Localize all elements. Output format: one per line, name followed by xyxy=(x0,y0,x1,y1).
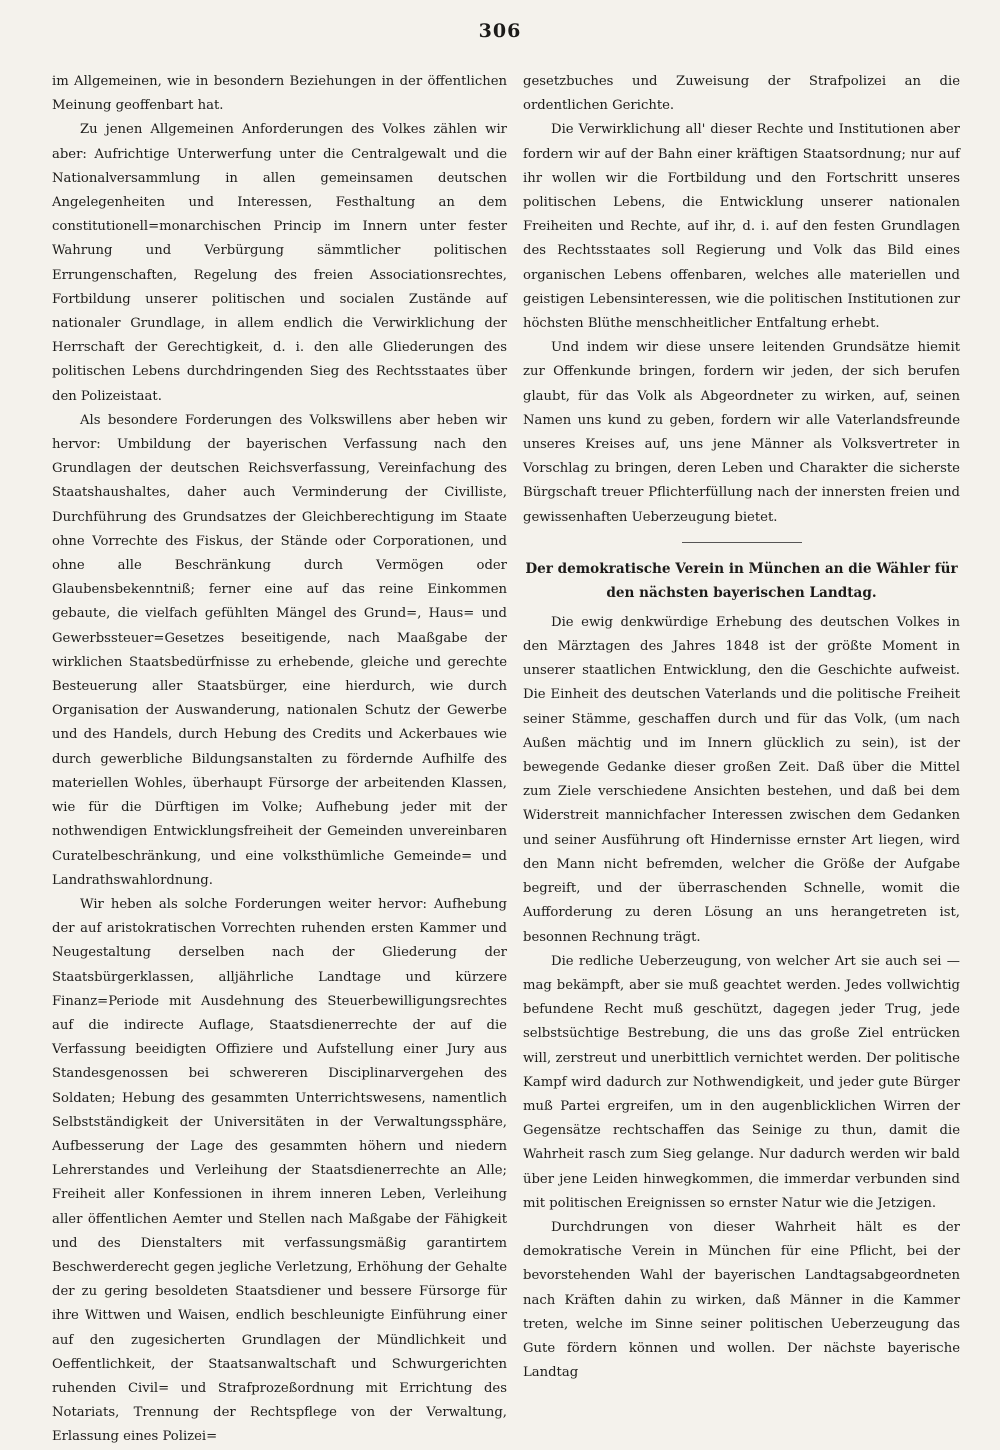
paragraph: Die Verwirklichung all' dieser Rechte und Institutionen aber fordern wir auf der Bahn einer kräftigen Staatsordnung; nur auf ihr wollen wir die Fortbildung und den Fortschritt unseres politischen Lebens, die Entwicklung unserer nationalen Freiheiten und Rechte, auf ihr, d. i. auf den festen Grundlagen des Rechtsstaates soll Regierung und Volk das Bild eines organischen Lebens offenbaren, welches alle materiellen und geistigen Lebensinteressen, wie die politischen Institutionen zur höchsten Blüthe menschheitlicher Entfaltung erhebt. xyxy=(523,122,960,332)
paragraph: Die ewig denkwürdige Erhebung des deutschen Volkes in den Märztagen des Jahres 1848 ist der größte Moment in unserer staatlichen Entwicklung, den die Geschichte aufweist. Die Einheit des deutschen Vaterlands und die politische Freiheit seiner Stämme, geschaffen durch und für das Volk, (um nach Außen mächtig und im Innern glücklich zu sein), ist der bewegende Gedanke dieser großen Zeit. Daß über die Mittel zum Ziele verschiedene Ansichten bestehen, und daß bei dem Widerstreit mannichfacher Interessen zwischen dem Gedanken und seiner Ausführung oft Hindernisse ernster Art liegen, wird den Mann nicht befremden, welcher die Größe der Aufgabe begreift, und der überraschenden Schnelle, womit die Aufforderung zu deren Lösung an uns herangetreten ist, besonnen Rechnung trägt. xyxy=(523,614,960,945)
paragraph: Und indem wir diese unsere leitenden Grundsätze hiemit zur Offenkunde bringen, fordern wir jeden, der sich berufen glaubt, für das Volk als Abgeordneter zu wirken, auf, seinen Namen uns kund zu geben, fordern wir alle Vaterlandsfreunde unseres Kreises auf, uns jene Männer als Volksvertreter in Vorschlag zu bringen, deren Leben und Charakter die sicherste Bürgschaft treuer Pflichterfüllung nach der innersten freien und gewissenhaften Ueberzeugung bietet. xyxy=(523,340,960,525)
left-column xyxy=(52,70,507,1450)
paragraph: gesetzbuches und Zuweisung der Strafpolizei an die ordentlichen Gerichte. xyxy=(523,74,960,114)
section-divider xyxy=(682,542,802,543)
paragraph: Wir heben als solche Forderungen weiter hervor: Aufhebung der auf aristokratischen Vorrechten ruhenden ersten Kammer und Neugestaltung derselben nach der Gliederung der Staatsbürgerklassen, alljährliche Landtage und kürzere Finanz=Periode mit Ausdehnung des Steuerbewilligungsrechtes auf die indirecte Auflage, Staatsdienerrechte der auf die Verfassung beeidigten Offiziere und Aufstellung einer Jury aus Standesgenossen bei schwereren Disciplinarvergehen des Soldaten; Hebung des gesammten Unterrichtswesens, namentlich Selbstständigkeit der Universitäten in der Verwaltungssphäre, Aufbesserung der Lage des gesammten höhern und niedern Lehrerstandes und Verleihung der Staatsdienerrechte an Alle; Freiheit aller Konfessionen in ihrem inneren Leben, Verleihung aller öffentlichen Aemter und Stellen nach Maßgabe der Fähigkeit und des Dienstalters mit verfassungsmäßig garantirtem Beschwerderecht gegen jegliche Verletzung, Erhöhung der Gehalte der zu gering besoldeten Staatsdiener und bessere Fürsorge für ihre Wittwen und Waisen, endlich beschleunigte Einführung einer auf den zugesicherten Grundlagen der Mündlichkeit und Oeffentlichkeit, der Staatsanwaltschaft und Schwurgerichten ruhenden Civil= und Strafprozeßordnung mit Errichtung des Notariats, Trennung der Rechtspflege von der Verwaltung, Erlassung eines Polizei= xyxy=(52,896,507,1445)
paragraph: Durchdrungen von dieser Wahrheit hält es der demokratische Verein in München für eine Pflicht, bei der bevorstehenden Wahl der bayerischen Landtagsabgeordneten nach Kräften dahin zu wirken, daß Männer in die Kammer treten, welche im Sinne seiner politischen Ueberzeugung das Gute fördern können und wollen. Der nächste bayerische Landtag xyxy=(523,1219,960,1381)
paragraph: Als besondere Forderungen des Volkswillens aber heben wir hervor: Umbildung der bayerischen Verfassung nach den Grundlagen der deutschen Reichsverfassung, Vereinfachung des Staatshaushaltes, daher auch Verminderung der Civilliste, Durchführung des Grundsatzes der Gleichberechtigung im Staate ohne Vorrechte des Fiskus, der Stände oder Corporationen, und ohne alle Beschränkung durch Vermögen oder Glaubensbekenntniß; ferner eine auf das reine Einkommen gebaute, die vielfach gefühlten Mängel des Grund=, Haus= und Gewerbssteuer=Gesetzes beseitigende, nach Maaßgabe der wirklichen Staatsbedürfnisse zu erhebende, gleiche und gerechte Besteuerung aller Staatsbürger, eine hierdurch, wie durch Organisation der Auswanderung, nationalen Schutz der Gewerbe und des Handels, durch Hebung des Credits und Ackerbaues wie durch gewerbliche Bildungsanstalten zu fördernde Aufhilfe des materiellen Wohles, überhaupt Fürsorge der arbeitenden Klassen, wie für die Dürftigen im Volke; Aufhebung jeder mit der nothwendigen Entwicklungsfreiheit der Gemeinden unvereinbaren Curatelbeschränkung, und eine volksthümliche Gemeinde= und Landrathswahlordnung. xyxy=(52,412,507,888)
article-heading: Der demokratische Verein in München an die Wähler für den nächsten bayerischen Landtag. xyxy=(525,560,958,601)
paragraph: Die redliche Ueberzeugung, von welcher Art sie auch sei — mag bekämpft, aber sie muß geachtet werden. Jedes vollwichtig befundene Recht muß geschützt, dagegen jeder Trug, jede selbstsüchtige Bestrebung, die uns das große Ziel entrücken will, zerstreut und unerbittlich vernichtet werden. Der politische Kampf wird dadurch zur Nothwendigkeit, und jeder gute Bürger muß Partei ergreifen, um in den augenblicklichen Wirren der Gegensätze rechtschaffen das Seinige zu thun, damit die Wahrheit rasch zum Sieg gelange. Nur dadurch werden wir bald über jene Leiden hinwegkommen, die immerdar verbunden sind mit politischen Ereignissen so ernster Natur wie die Jetzigen. xyxy=(523,953,960,1211)
page-number: 306 xyxy=(478,20,522,42)
right-column xyxy=(523,70,960,1385)
paragraph: Zu jenen Allgemeinen Anforderungen des Volkes zählen wir aber: Aufrichtige Unterwerfung unter die Centralgewalt und die Nationalversammlung in allen gemeinsamen deutschen Angelegenheiten und Interessen, Festhaltung an dem constitutionell=monarchischen Princip im Innern unter fester Wahrung und Verbürgung sämmtlicher politischen Errungenschaften, Regelung des freien Associationsrechtes, Fortbildung unserer politischen und socialen Zustände auf nationaler Grundlage, in allem endlich die Verwirklichung der Herrschaft der Gerechtigkeit, d. i. den alle Gliederungen des politischen Lebens durchdringenden Sieg des Rechtsstaates über den Polizeistaat. xyxy=(52,122,507,404)
paragraph: im Allgemeinen, wie in besondern Beziehungen in der öffentlichen Meinung geoffenbart hat. xyxy=(52,74,507,114)
